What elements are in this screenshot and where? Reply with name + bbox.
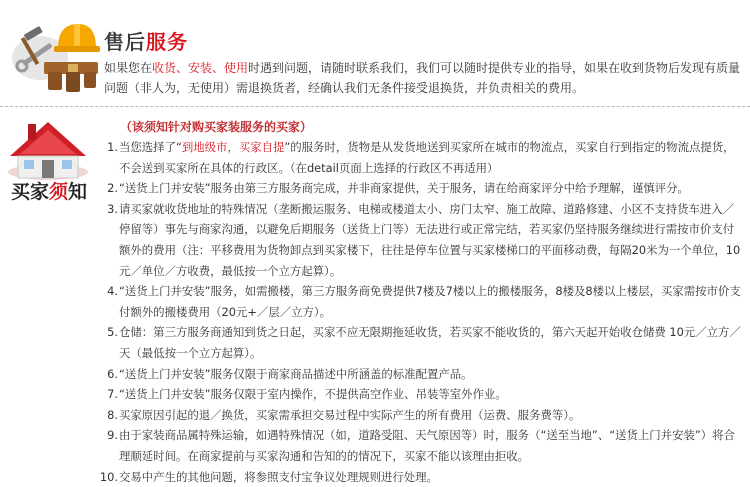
after-sales-title: 售后服务: [104, 30, 188, 54]
terms-item: 7. “送货上门并安装”服务仅限于室内操作，不提供高空作业、吊装等室外作业。: [96, 384, 744, 405]
terms-item: 5. 仓储：第三方服务商通知到货之日起，买家不应无限期拖延收货，若买家不能收货的，第六天起开始收仓储费 10元／立方／天（最低按一个立方起算）。: [96, 322, 744, 363]
terms-item: 2. “送货上门并安装”服务由第三方服务商完成，并非商家提供，关于服务，请在给商家评分中给予理解，谨慎评分。: [96, 178, 744, 199]
item-number: 1.: [96, 137, 118, 158]
item-number: 2.: [96, 178, 118, 199]
worker-toolbelt-icon: [8, 18, 100, 98]
item-number: 3.: [96, 199, 118, 220]
terms-item: 4. “送货上门并安装”服务，如需搬楼，第三方服务商免费提供7楼及7楼以上的搬楼服务，8楼及8楼以上楼层，买家需按市价支付额外的搬楼费用（20元+／层／立方）。: [96, 281, 744, 322]
after-sales-description: 如果您在收货、安装、使用时遇到问题，请随时联系我们，我们可以随时提供专业的指导，如果在收到货物后发现有质量问题（非人为，无使用）需退换货者，经确认我们无条件接受退换货，并负责相关的费用。: [104, 58, 744, 98]
item-number: 6.: [96, 364, 118, 385]
after-sales-section: [0, 0, 750, 100]
terms-item: 1. 当您选择了“到地级市，买家自提”的服务时，货物是从发货地送到买家所在城市的物流点，买家自行到指定的物流点提货，不会送到买家所在具体的行政区。（在detail页面上选择的行政区不再适用）: [96, 137, 744, 178]
pickup-highlight: 到地级市，买家自提: [182, 140, 285, 154]
after-sales-highlight: 收货、安装、使用: [152, 61, 248, 75]
terms-item: 3. 请买家就收货地址的特殊情况（垄断搬运服务、电梯或楼道太小、房门太窄、施工故障、道路修建、小区不支持货车进入／停留等）事先与商家沟通，以避免后期服务（送货上门等）无法进行或正常完结，若买家仍坚持服务继续进行需按市价支付额外的费用（注：平移费用为货物卸点到买家楼下，往往是停车位置与买家楼梯口的平面移动费，每隔20米为一个单位，10元／单位／方收费，最低按一个立方起算）。: [96, 199, 744, 281]
terms-list: [96, 137, 744, 487]
item-number: 4.: [96, 281, 118, 302]
buyer-notice-label: 买家须知: [4, 180, 94, 204]
item-number: 8.: [96, 405, 118, 426]
terms-item: 6. “送货上门并安装”服务仅限于商家商品描述中所涵盖的标准配置产品。: [96, 364, 744, 385]
item-number: 9.: [96, 425, 118, 446]
item-number: 7.: [96, 384, 118, 405]
item-number: 10.: [96, 467, 118, 487]
terms-item: 10. 交易中产生的其他问题，将参照支付宝争议处理规则进行处理。: [96, 467, 744, 487]
section-divider: [0, 106, 750, 107]
notice-heading: （该须知针对购买家装服务的买家）: [120, 117, 312, 137]
item-number: 5.: [96, 322, 118, 343]
terms-item: 8. 买家原因引起的退／换货，买家需承担交易过程中实际产生的所有费用（运费、服务费等）。: [96, 405, 744, 426]
terms-item: 9. 由于家装商品属特殊运输，如遇特殊情况（如，道路受阻、天气原因等）时，服务（“送至当地”、“送货上门并安装”）将合理顺延时间。在商家提前与买家沟通和告知的的情况下，买家不能以该理由拒收。: [96, 425, 744, 466]
